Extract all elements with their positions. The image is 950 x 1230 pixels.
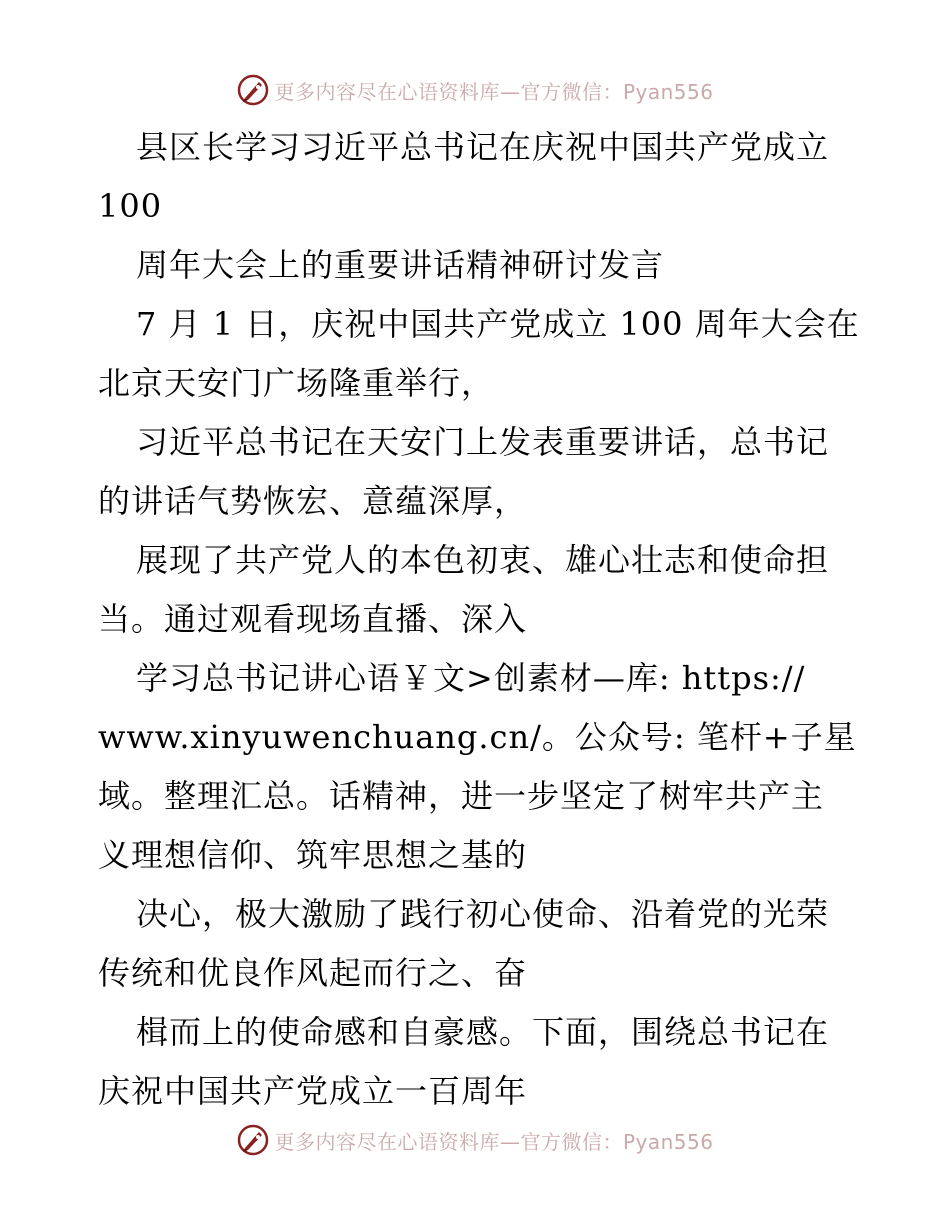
paragraph-line: 7 月 1 日，庆祝中国共产党成立 100 周年大会在 [136, 305, 860, 343]
paragraph-line: 习近平总书记在天安门上发表重要讲话，总书记 [136, 423, 830, 461]
paragraph-line: 县区长学习习近平总书记在庆祝中国共产党成立 [136, 128, 830, 166]
paragraph-line: 当。通过观看现场直播、深入 [98, 600, 528, 638]
footer-watermark-banner [0, 1118, 950, 1162]
quill-pen-logo-icon [236, 73, 270, 107]
paragraph-line: 的讲话气势恢宏、意蕴深厚， [98, 482, 528, 520]
document-body [98, 118, 858, 1121]
paragraph-line: 楫而上的使命感和自豪感。下面，围绕总书记在 [136, 1013, 830, 1051]
paragraph-line: 域。整理汇总。话精神，进一步坚定了树牢共产主 [98, 777, 825, 815]
paragraph-line: 义理想信仰、筑牢思想之基的 [98, 836, 528, 874]
paragraph-line: www.xinyuwenchuang.cn/。公众号: 笔杆+子星 [98, 718, 857, 756]
paragraph-line: 周年大会上的重要讲话精神研讨发言 [136, 246, 665, 284]
paragraph-line: 传统和优良作风起而行之、奋 [98, 954, 528, 992]
paragraph-line: 庆祝中国共产党成立一百周年 [98, 1072, 528, 1110]
paragraph-line: 北京天安门广场隆重举行， [98, 364, 495, 402]
quill-pen-logo-icon [236, 1123, 270, 1157]
watermark-text: 更多内容尽在心语资料库—官方微信：Pyan556 [274, 1129, 714, 1154]
paragraph-line: 展现了共产党人的本色初衷、雄心壮志和使命担 [136, 541, 830, 579]
paragraph-line: 100 [98, 187, 163, 225]
watermark-text: 更多内容尽在心语资料库—官方微信：Pyan556 [274, 79, 714, 104]
paragraph-line: 学习总书记讲心语￥文>创素材—库: https:// [136, 659, 806, 697]
paragraph-line: 决心，极大激励了践行初心使命、沿着党的光荣 [136, 895, 830, 933]
header-watermark-banner [0, 68, 950, 112]
